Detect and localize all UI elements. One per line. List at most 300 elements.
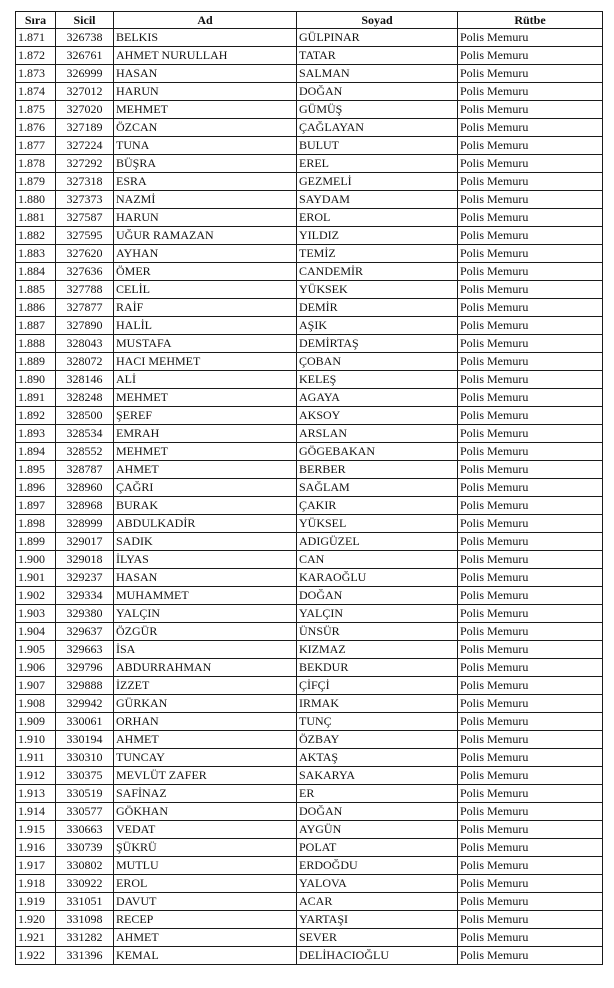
cell-ad: VEDAT [114,821,297,839]
cell-rutbe: Polis Memuru [458,731,603,749]
cell-sira: 1.875 [16,101,56,119]
cell-sicil: 329796 [56,659,114,677]
cell-sira: 1.922 [16,947,56,965]
cell-ad: AHMET [114,461,297,479]
cell-soyad: BEKDUR [297,659,458,677]
cell-ad: ŞEREF [114,407,297,425]
cell-sira: 1.920 [16,911,56,929]
table-row [16,713,603,731]
table-row [16,821,603,839]
cell-ad: GÖKHAN [114,803,297,821]
cell-ad: AHMET [114,929,297,947]
cell-sicil: 328146 [56,371,114,389]
cell-sira: 1.876 [16,119,56,137]
cell-ad: RAİF [114,299,297,317]
cell-soyad: IRMAK [297,695,458,713]
cell-sicil: 329237 [56,569,114,587]
table-row [16,335,603,353]
table-row [16,551,603,569]
cell-rutbe: Polis Memuru [458,29,603,47]
cell-rutbe: Polis Memuru [458,623,603,641]
cell-ad: UĞUR RAMAZAN [114,227,297,245]
cell-rutbe: Polis Memuru [458,317,603,335]
cell-sicil: 327189 [56,119,114,137]
cell-sicil: 330375 [56,767,114,785]
table-row [16,389,603,407]
header-ad: Ad [114,12,297,29]
cell-ad: CELİL [114,281,297,299]
cell-ad: MUTLU [114,857,297,875]
table-row [16,299,603,317]
cell-ad: ORHAN [114,713,297,731]
table-row [16,659,603,677]
table-row [16,677,603,695]
table-row [16,839,603,857]
cell-sicil: 330061 [56,713,114,731]
cell-soyad: SALMAN [297,65,458,83]
table-row [16,65,603,83]
cell-rutbe: Polis Memuru [458,695,603,713]
cell-soyad: KIZMAZ [297,641,458,659]
cell-soyad: ERDOĞDU [297,857,458,875]
table-row [16,47,603,65]
cell-soyad: DEMİR [297,299,458,317]
table-row [16,929,603,947]
cell-sira: 1.895 [16,461,56,479]
cell-soyad: ER [297,785,458,803]
cell-sira: 1.873 [16,65,56,83]
cell-sira: 1.898 [16,515,56,533]
cell-sicil: 329888 [56,677,114,695]
table-row [16,173,603,191]
cell-sira: 1.877 [16,137,56,155]
header-sira: Sıra [16,12,56,29]
cell-sira: 1.874 [16,83,56,101]
cell-sicil: 327595 [56,227,114,245]
cell-rutbe: Polis Memuru [458,767,603,785]
cell-soyad: YÜKSEL [297,515,458,533]
cell-soyad: ÖZBAY [297,731,458,749]
cell-sicil: 328552 [56,443,114,461]
personnel-table [15,11,603,965]
cell-soyad: ACAR [297,893,458,911]
cell-ad: SADIK [114,533,297,551]
cell-ad: ÖZGÜR [114,623,297,641]
cell-sira: 1.880 [16,191,56,209]
table-row [16,119,603,137]
cell-rutbe: Polis Memuru [458,245,603,263]
cell-soyad: AYGÜN [297,821,458,839]
cell-soyad: GÜMÜŞ [297,101,458,119]
cell-sicil: 327788 [56,281,114,299]
table-row [16,371,603,389]
cell-sira: 1.921 [16,929,56,947]
cell-sira: 1.892 [16,407,56,425]
cell-sicil: 327890 [56,317,114,335]
cell-rutbe: Polis Memuru [458,425,603,443]
cell-ad: ÇAĞRI [114,479,297,497]
cell-sicil: 328787 [56,461,114,479]
cell-ad: HARUN [114,83,297,101]
cell-rutbe: Polis Memuru [458,929,603,947]
cell-sicil: 330310 [56,749,114,767]
cell-sicil: 329334 [56,587,114,605]
cell-ad: ÖMER [114,263,297,281]
cell-sira: 1.909 [16,713,56,731]
cell-sicil: 327620 [56,245,114,263]
cell-soyad: SAĞLAM [297,479,458,497]
table-header-row [16,12,603,29]
header-sicil: Sicil [56,12,114,29]
cell-sira: 1.884 [16,263,56,281]
cell-ad: RECEP [114,911,297,929]
cell-sira: 1.917 [16,857,56,875]
table-row [16,947,603,965]
cell-sicil: 328968 [56,497,114,515]
cell-soyad: SAYDAM [297,191,458,209]
cell-sicil: 327012 [56,83,114,101]
cell-sira: 1.914 [16,803,56,821]
cell-rutbe: Polis Memuru [458,749,603,767]
cell-soyad: SAKARYA [297,767,458,785]
cell-sira: 1.890 [16,371,56,389]
cell-soyad: DOĞAN [297,803,458,821]
cell-soyad: EROL [297,209,458,227]
cell-ad: BURAK [114,497,297,515]
cell-soyad: GEZMELİ [297,173,458,191]
cell-sicil: 328248 [56,389,114,407]
cell-sicil: 329017 [56,533,114,551]
cell-rutbe: Polis Memuru [458,569,603,587]
cell-sira: 1.894 [16,443,56,461]
cell-sicil: 331282 [56,929,114,947]
cell-soyad: TEMİZ [297,245,458,263]
cell-sira: 1.882 [16,227,56,245]
cell-rutbe: Polis Memuru [458,227,603,245]
cell-sira: 1.900 [16,551,56,569]
table-row [16,641,603,659]
header-soyad: Soyad [297,12,458,29]
cell-soyad: YALÇIN [297,605,458,623]
cell-rutbe: Polis Memuru [458,875,603,893]
table-row [16,317,603,335]
cell-sicil: 327292 [56,155,114,173]
cell-sicil: 330922 [56,875,114,893]
table-row [16,749,603,767]
cell-ad: HACI MEHMET [114,353,297,371]
cell-soyad: AKSOY [297,407,458,425]
cell-sira: 1.885 [16,281,56,299]
cell-sira: 1.879 [16,173,56,191]
cell-rutbe: Polis Memuru [458,371,603,389]
cell-ad: HASAN [114,569,297,587]
cell-sira: 1.901 [16,569,56,587]
table-row [16,731,603,749]
cell-sira: 1.907 [16,677,56,695]
cell-sira: 1.888 [16,335,56,353]
cell-rutbe: Polis Memuru [458,83,603,101]
cell-soyad: DOĞAN [297,587,458,605]
cell-sicil: 329637 [56,623,114,641]
cell-rutbe: Polis Memuru [458,857,603,875]
cell-rutbe: Polis Memuru [458,47,603,65]
table-row [16,533,603,551]
cell-sicil: 331051 [56,893,114,911]
table-row [16,101,603,119]
table-row [16,875,603,893]
cell-soyad: YÜKSEK [297,281,458,299]
table-row [16,29,603,47]
cell-soyad: ÇOBAN [297,353,458,371]
cell-sicil: 329380 [56,605,114,623]
cell-rutbe: Polis Memuru [458,533,603,551]
cell-sicil: 330519 [56,785,114,803]
table-row [16,155,603,173]
cell-ad: ABDURRAHMAN [114,659,297,677]
cell-soyad: ÇAĞLAYAN [297,119,458,137]
cell-rutbe: Polis Memuru [458,641,603,659]
table-row [16,497,603,515]
personnel-list-sheet [15,11,602,965]
table-row [16,83,603,101]
cell-ad: TUNA [114,137,297,155]
cell-sicil: 330663 [56,821,114,839]
cell-rutbe: Polis Memuru [458,65,603,83]
cell-ad: NAZMİ [114,191,297,209]
cell-sicil: 328043 [56,335,114,353]
cell-ad: ABDULKADİR [114,515,297,533]
cell-rutbe: Polis Memuru [458,263,603,281]
cell-ad: BELKIS [114,29,297,47]
cell-rutbe: Polis Memuru [458,137,603,155]
cell-soyad: ÇİFÇİ [297,677,458,695]
cell-sira: 1.915 [16,821,56,839]
cell-rutbe: Polis Memuru [458,119,603,137]
cell-sicil: 330802 [56,857,114,875]
cell-sira: 1.902 [16,587,56,605]
cell-sira: 1.897 [16,497,56,515]
cell-rutbe: Polis Memuru [458,209,603,227]
cell-rutbe: Polis Memuru [458,407,603,425]
cell-sicil: 327373 [56,191,114,209]
cell-sicil: 328960 [56,479,114,497]
cell-sicil: 328500 [56,407,114,425]
cell-sira: 1.893 [16,425,56,443]
table-row [16,803,603,821]
cell-sira: 1.896 [16,479,56,497]
cell-soyad: KARAOĞLU [297,569,458,587]
cell-sira: 1.904 [16,623,56,641]
table-row [16,695,603,713]
table-row [16,767,603,785]
table-row [16,893,603,911]
table-row [16,461,603,479]
table-row [16,569,603,587]
cell-ad: İSA [114,641,297,659]
cell-ad: ESRA [114,173,297,191]
cell-sira: 1.912 [16,767,56,785]
cell-ad: DAVUT [114,893,297,911]
cell-rutbe: Polis Memuru [458,191,603,209]
cell-ad: MUHAMMET [114,587,297,605]
cell-ad: MEVLÜT ZAFER [114,767,297,785]
cell-rutbe: Polis Memuru [458,947,603,965]
cell-rutbe: Polis Memuru [458,173,603,191]
cell-ad: MEHMET [114,443,297,461]
cell-sicil: 326761 [56,47,114,65]
table-row [16,425,603,443]
table-row [16,209,603,227]
cell-ad: İZZET [114,677,297,695]
cell-sira: 1.872 [16,47,56,65]
cell-sira: 1.908 [16,695,56,713]
cell-ad: SAFİNAZ [114,785,297,803]
cell-sicil: 330739 [56,839,114,857]
cell-ad: HALİL [114,317,297,335]
cell-ad: AYHAN [114,245,297,263]
cell-soyad: AŞIK [297,317,458,335]
cell-sicil: 327020 [56,101,114,119]
cell-sira: 1.883 [16,245,56,263]
cell-sira: 1.889 [16,353,56,371]
cell-sira: 1.881 [16,209,56,227]
table-row [16,515,603,533]
cell-sira: 1.913 [16,785,56,803]
cell-rutbe: Polis Memuru [458,911,603,929]
cell-sira: 1.871 [16,29,56,47]
cell-sicil: 327318 [56,173,114,191]
cell-ad: EMRAH [114,425,297,443]
cell-soyad: TATAR [297,47,458,65]
cell-soyad: AKTAŞ [297,749,458,767]
cell-rutbe: Polis Memuru [458,713,603,731]
cell-rutbe: Polis Memuru [458,839,603,857]
cell-rutbe: Polis Memuru [458,551,603,569]
table-row [16,857,603,875]
table-row [16,443,603,461]
cell-sicil: 326999 [56,65,114,83]
table-row [16,911,603,929]
cell-rutbe: Polis Memuru [458,785,603,803]
cell-ad: ÖZCAN [114,119,297,137]
cell-soyad: CANDEMİR [297,263,458,281]
cell-sicil: 330577 [56,803,114,821]
table-row [16,263,603,281]
cell-soyad: CAN [297,551,458,569]
cell-sira: 1.910 [16,731,56,749]
cell-sicil: 328534 [56,425,114,443]
table-row [16,407,603,425]
cell-sira: 1.891 [16,389,56,407]
cell-soyad: YARTAŞI [297,911,458,929]
cell-sira: 1.906 [16,659,56,677]
cell-soyad: BERBER [297,461,458,479]
cell-soyad: EREL [297,155,458,173]
cell-sira: 1.887 [16,317,56,335]
table-body [16,29,603,965]
cell-sicil: 329663 [56,641,114,659]
cell-soyad: BULUT [297,137,458,155]
cell-soyad: ÇAKIR [297,497,458,515]
cell-sicil: 331098 [56,911,114,929]
cell-sicil: 328072 [56,353,114,371]
cell-rutbe: Polis Memuru [458,299,603,317]
cell-ad: KEMAL [114,947,297,965]
cell-soyad: ÜNSÜR [297,623,458,641]
cell-rutbe: Polis Memuru [458,353,603,371]
cell-soyad: AGAYA [297,389,458,407]
cell-ad: HASAN [114,65,297,83]
table-row [16,785,603,803]
cell-soyad: DELİHACIOĞLU [297,947,458,965]
table-row [16,353,603,371]
cell-ad: HARUN [114,209,297,227]
cell-rutbe: Polis Memuru [458,155,603,173]
cell-soyad: DEMİRTAŞ [297,335,458,353]
cell-soyad: TUNÇ [297,713,458,731]
cell-soyad: ARSLAN [297,425,458,443]
cell-ad: GÜRKAN [114,695,297,713]
cell-soyad: SEVER [297,929,458,947]
cell-soyad: YILDIZ [297,227,458,245]
cell-sicil: 330194 [56,731,114,749]
cell-ad: YALÇIN [114,605,297,623]
cell-sicil: 328999 [56,515,114,533]
table-row [16,227,603,245]
cell-rutbe: Polis Memuru [458,659,603,677]
table-row [16,191,603,209]
cell-rutbe: Polis Memuru [458,497,603,515]
cell-rutbe: Polis Memuru [458,587,603,605]
cell-sicil: 327636 [56,263,114,281]
cell-ad: EROL [114,875,297,893]
cell-soyad: KELEŞ [297,371,458,389]
table-row [16,281,603,299]
cell-rutbe: Polis Memuru [458,605,603,623]
table-row [16,479,603,497]
cell-sira: 1.903 [16,605,56,623]
cell-soyad: POLAT [297,839,458,857]
cell-sicil: 331396 [56,947,114,965]
cell-ad: AHMET [114,731,297,749]
cell-soyad: GÖGEBAKAN [297,443,458,461]
cell-soyad: YALOVA [297,875,458,893]
cell-rutbe: Polis Memuru [458,461,603,479]
cell-soyad: DOĞAN [297,83,458,101]
cell-sicil: 327224 [56,137,114,155]
cell-sira: 1.905 [16,641,56,659]
cell-rutbe: Polis Memuru [458,803,603,821]
cell-ad: İLYAS [114,551,297,569]
header-rutbe: Rütbe [458,12,603,29]
cell-ad: ALİ [114,371,297,389]
cell-ad: ŞÜKRÜ [114,839,297,857]
cell-rutbe: Polis Memuru [458,389,603,407]
cell-ad: MUSTAFA [114,335,297,353]
cell-sira: 1.916 [16,839,56,857]
cell-sira: 1.899 [16,533,56,551]
table-row [16,245,603,263]
cell-ad: MEHMET [114,389,297,407]
cell-sicil: 327587 [56,209,114,227]
cell-rutbe: Polis Memuru [458,677,603,695]
cell-rutbe: Polis Memuru [458,893,603,911]
cell-rutbe: Polis Memuru [458,515,603,533]
cell-ad: AHMET NURULLAH [114,47,297,65]
cell-ad: BÜŞRA [114,155,297,173]
cell-soyad: ADIGÜZEL [297,533,458,551]
cell-rutbe: Polis Memuru [458,479,603,497]
